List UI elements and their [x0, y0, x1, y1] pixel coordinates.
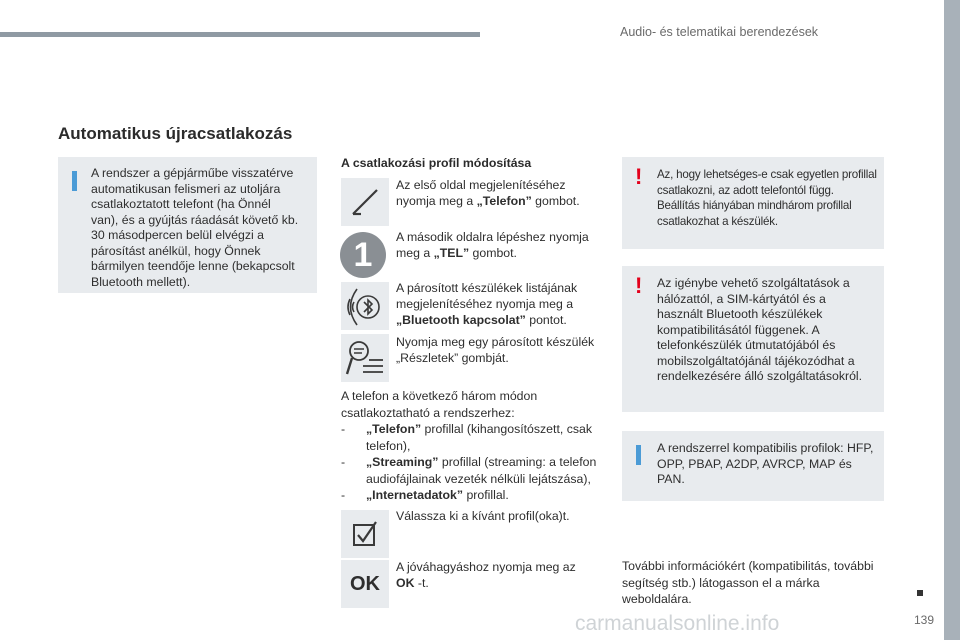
step-details: Nyomja meg egy párosított készülék „Részletek” gombját.	[396, 335, 595, 365]
ok-icon	[341, 560, 389, 608]
info-box-left	[58, 157, 317, 293]
info-icon	[72, 171, 77, 191]
warning-box-2	[622, 266, 884, 412]
checkbox-icon	[341, 510, 389, 558]
step-bluetooth: A párosított készülékek listájának megjelenítéséhez nyomja meg a „Bluetooth kapcsolat” pontot.	[396, 281, 578, 327]
page-marker	[917, 590, 923, 596]
profile-item: - „Streaming” profillal (streaming: a telefon audiofájlainak vezeték nélküli lejátszása),	[341, 455, 597, 486]
info-right-text: A rendszerrel kompatibilis profilok: HFP, OPP, PBAP, A2DP, AVRCP, MAP és PAN.	[657, 441, 874, 486]
step-tel: A második oldalra lépéshez nyomja meg a „TEL” gombot.	[396, 230, 589, 260]
details-icon	[341, 334, 389, 382]
ok-label: OK	[350, 572, 380, 595]
warning-icon: !	[635, 164, 643, 189]
header-rule	[0, 32, 480, 37]
chapter-header: Audio- és telematikai berendezések	[620, 25, 819, 39]
subheading: A csatlakozási profil módosítása	[341, 156, 532, 170]
info-icon	[636, 445, 641, 465]
step-select: Válassza ki a kívánt profil(oka)t.	[396, 509, 570, 523]
badge-number: 1	[353, 235, 373, 274]
warning-icon: !	[635, 273, 643, 298]
more-info-text: További információkért (kompatibilitás, további segítség stb.) látogasson el a márka weboldalára.	[622, 559, 874, 606]
page-number: 139	[914, 613, 935, 627]
step-telefon: Az első oldal megjelenítéséhez nyomja meg a „Telefon” gombot.	[396, 178, 580, 208]
back-icon	[341, 178, 389, 226]
info-box-right	[622, 431, 884, 501]
bluetooth-icon	[341, 282, 389, 330]
one-badge-icon	[340, 232, 386, 278]
watermark: carmanualsonline.info	[575, 612, 780, 635]
step-ok: A jóváhagyáshoz nyomja meg az OK -t.	[396, 560, 576, 590]
profile-item: - „Telefon” profillal (kihangosítószett, csak telefon),	[341, 422, 592, 453]
warning1-text: Az, hogy lehetséges-e csak egyetlen profillal csatlakozni, az adott telefontól függ. Beállítás hiányában mindhárom profillal csatlakozhat a készülék.	[657, 168, 877, 228]
profile-item: - „Internetadatok” profillal.	[341, 488, 509, 502]
profiles-list	[341, 388, 611, 504]
warning-box-1	[622, 157, 884, 249]
info-left-text: A rendszer a gépjárműbe visszatérve automatikusan felismeri az utoljára csatlakoztatott telefont (ha Önnél van), és a gyújtás ráadását követő kb. 30 másodpercen belül elvégzi a párosítást anélkül, hogy Önnek bármilyen teendője lenne (bekapcsolt Bluetooth mellett).	[91, 166, 299, 289]
warning2-text: Az igénybe vehető szolgáltatások a hálózattól, a SIM-kártyától és a használt Bluetooth készülékek kompatibilitásától függenek. A telefonkészülék útmutatójából és mobilszolgáltatójánál tájékozódhat a rendelkezésére álló szolgáltatásokról.	[657, 276, 863, 383]
side-tab	[944, 0, 960, 640]
section-title: Automatikus újracsatlakozás	[58, 124, 293, 143]
profiles-intro: A telefon a következő három módon csatlakoztatható a rendszerhez:	[341, 389, 538, 420]
